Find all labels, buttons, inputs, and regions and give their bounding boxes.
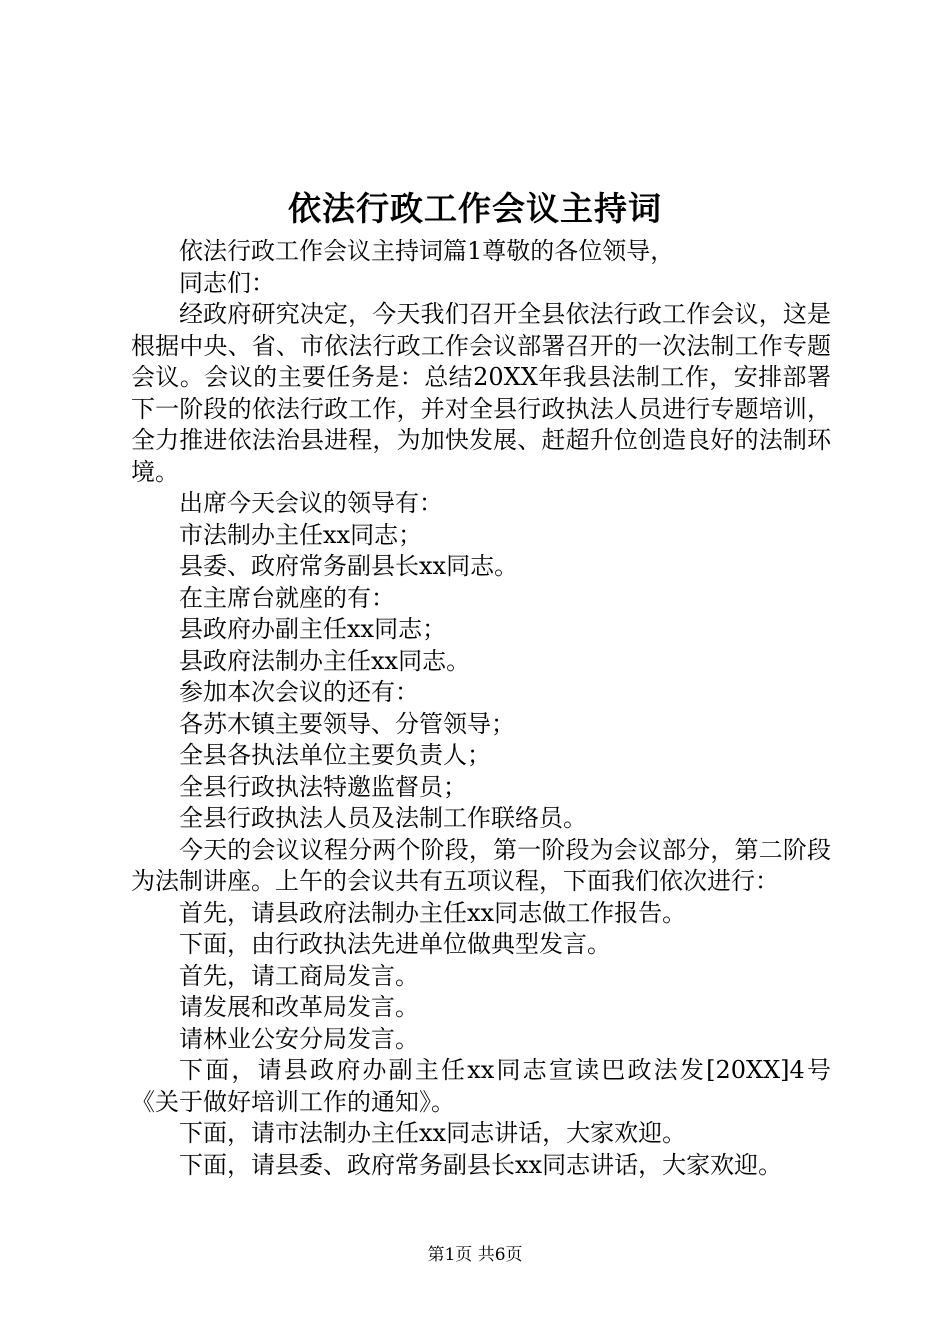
paragraph-comrades: 同志们： bbox=[179, 268, 275, 297]
paragraph-podium: 在主席台就座的有： bbox=[179, 583, 395, 612]
list-item: 下面，请县委、政府常务副县长xx同志讲话，大家欢迎。 bbox=[179, 1150, 783, 1179]
paragraph-participants: 参加本次会议的还有： bbox=[179, 678, 419, 706]
list-item: 全县行政执法人员及法制工作联络员。 bbox=[179, 804, 587, 832]
page-indicator: 第1页 共6页 bbox=[427, 1245, 523, 1265]
list-item: 县委、政府常务副县长xx同志。 bbox=[179, 552, 519, 580]
document-body bbox=[131, 236, 831, 1181]
list-item: 县政府法制办主任xx同志。 bbox=[179, 646, 471, 675]
list-item: 全县行政执法特邀监督员； bbox=[179, 772, 467, 801]
list-item: 全县各执法单位主要负责人； bbox=[179, 741, 491, 769]
paragraph-intro: 经政府研究决定，今天我们召开全县依法行政工作会议，这是根据中央、省、市依法行政工作会议部署召开的一次法制工作专题会议。会议的主要任务是：总结20XX年我县法制工作，安排部署下一阶段的依法行政工作，并对全县行政执法人员进行专题培训，全力推进依法治县进程，为加快发展、赶超升位创造良好的法制环境。 bbox=[131, 300, 831, 486]
list-item: 首先，请县政府法制办主任xx同志做工作报告。 bbox=[179, 898, 687, 927]
paragraph-greeting: 依法行政工作会议主持词篇1尊敬的各位领导， bbox=[179, 237, 675, 265]
list-item: 各苏木镇主要领导、分管领导； bbox=[179, 709, 515, 738]
list-item: 请发展和改革局发言。 bbox=[179, 993, 419, 1021]
list-item: 下面，由行政执法先进单位做典型发言。 bbox=[179, 930, 611, 958]
paragraph-attending-leaders: 出席今天会议的领导有： bbox=[179, 489, 443, 517]
list-item: 请林业公安分局发言。 bbox=[179, 1024, 419, 1053]
list-item: 首先，请工商局发言。 bbox=[179, 961, 419, 990]
list-item: 下面，请市法制办主任xx同志讲话，大家欢迎。 bbox=[179, 1119, 687, 1147]
paragraph-agenda: 今天的会议议程分两个阶段，第一阶段为会议部分，第二阶段为法制讲座。上午的会议共有五项议程，下面我们依次进行： bbox=[131, 835, 831, 895]
list-item: 下面，请县政府办副主任xx同志宣读巴政法发[20XX]4号《关于做好培训工作的通知》。 bbox=[131, 1056, 831, 1116]
list-item: 市法制办主任xx同志； bbox=[179, 520, 423, 549]
list-item: 县政府办副主任xx同志； bbox=[179, 615, 447, 643]
document-title: 依法行政工作会议主持词 bbox=[288, 189, 662, 228]
